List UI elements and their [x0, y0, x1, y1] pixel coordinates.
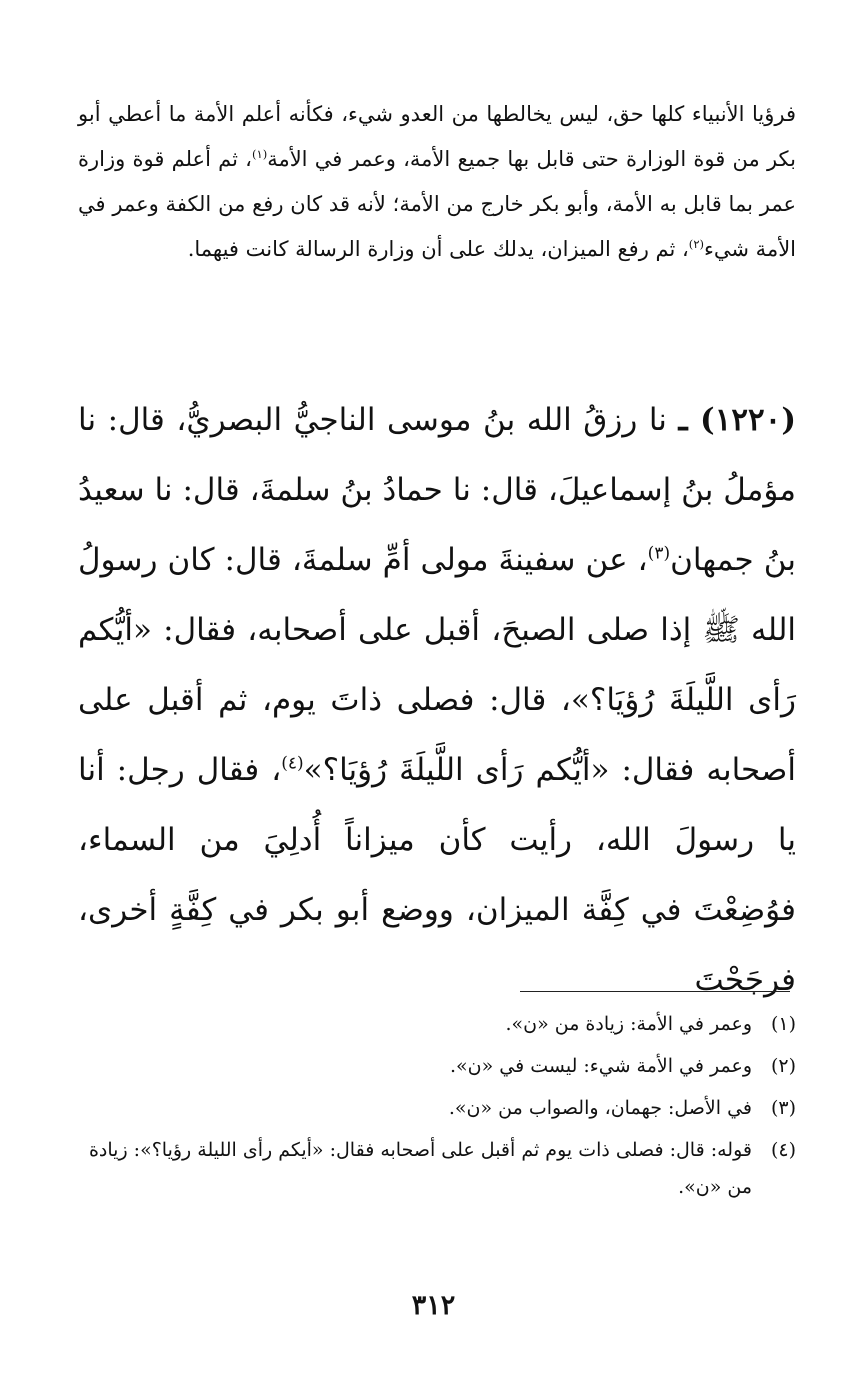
- footnote-number: (٢): [770, 1055, 796, 1077]
- footnote-item: [78, 1048, 796, 1085]
- hadith-text-part2: ، عن سفينةَ مولى أمِّ سلمةَ، قال: كان رسولُ الله ﷺ إذا صلى الصبحَ، أقبل على أصحابه، فقال: «أيُّكم رَأى اللَّيلَةَ رُؤيَا؟»، قال: فصلى ذاتَ يوم، ثم أقبل على أصحابه فقال: «أيُّكم رَأى اللَّيلَةَ رُؤيَا؟»: [78, 542, 796, 788]
- hadith-number: (١٢٢٠) ـ: [678, 402, 797, 438]
- footnote-ref-3[interactable]: (٣): [647, 543, 671, 564]
- intro-paragraph: [78, 92, 796, 272]
- intro-text-part3: ، ثم رفع الميزان، يدلك على أن وزارة الرسالة كانت فيهما.: [187, 237, 689, 261]
- footnotes-section: [78, 1006, 796, 1211]
- footnote-number: (٣): [770, 1097, 796, 1119]
- intro-text-part2: ، ثم أعلم قوة وزارة عمر بما قابل به الأمة، وأبو بكر خارج من الأمة؛ لأنه قد كان رفع من الكفة وعمر في الأمة شيء: [78, 147, 796, 261]
- intro-text-part1: فرؤيا الأنبياء كلها حق، ليس يخالطها من العدو شيء، فكأنه أعلم الأمة ما أعطي أبو بكر من قوة الوزارة حتى قابل بها جميع الأمة، وعمر في الأمة: [78, 102, 797, 171]
- footnote-ref-1[interactable]: (١): [251, 147, 268, 161]
- footnote-text: قوله: قال: فصلى ذات يوم ثم أقبل على أصحابه فقال: «أيكم رأى الليلة رؤيا؟»: زيادة من «ن».: [88, 1139, 752, 1198]
- hadith-text-part3: ، فقال رجل: أنا يا رسولَ الله، رأيت كأن ميزاناً أُدلِيَ من السماء، فوُضِعْتَ في كِفَّة الميزان، ووضع أبو بكر في كِفَّةٍ أخرى، فرجَحْتَ: [78, 752, 796, 998]
- footnote-text: في الأصل: جهمان، والصواب من «ن».: [448, 1097, 752, 1119]
- footnote-item: [78, 1006, 796, 1043]
- footnote-divider: [520, 991, 790, 992]
- footnote-ref-2[interactable]: (٢): [688, 237, 705, 251]
- footnote-number: (٤): [770, 1139, 796, 1161]
- page-number: ٣١٢: [411, 1290, 456, 1321]
- footnote-text: وعمر في الأمة شيء: ليست في «ن».: [450, 1055, 752, 1077]
- footnote-text: وعمر في الأمة: زيادة من «ن».: [505, 1013, 752, 1035]
- footnote-item: [78, 1132, 796, 1206]
- footnote-item: [78, 1090, 796, 1127]
- footnote-number: (١): [770, 1013, 796, 1035]
- footnote-ref-4[interactable]: (٤): [281, 753, 304, 774]
- hadith-paragraph: [78, 385, 796, 1015]
- hadith-text-part1: نا رزقُ الله بنُ موسى الناجيُّ البصريُّ، قال: نا مؤملُ بنُ إسماعيلَ، قال: نا حمادُ بنُ سلمةَ، قال: نا سعيدُ بنُ جمهان: [78, 402, 796, 578]
